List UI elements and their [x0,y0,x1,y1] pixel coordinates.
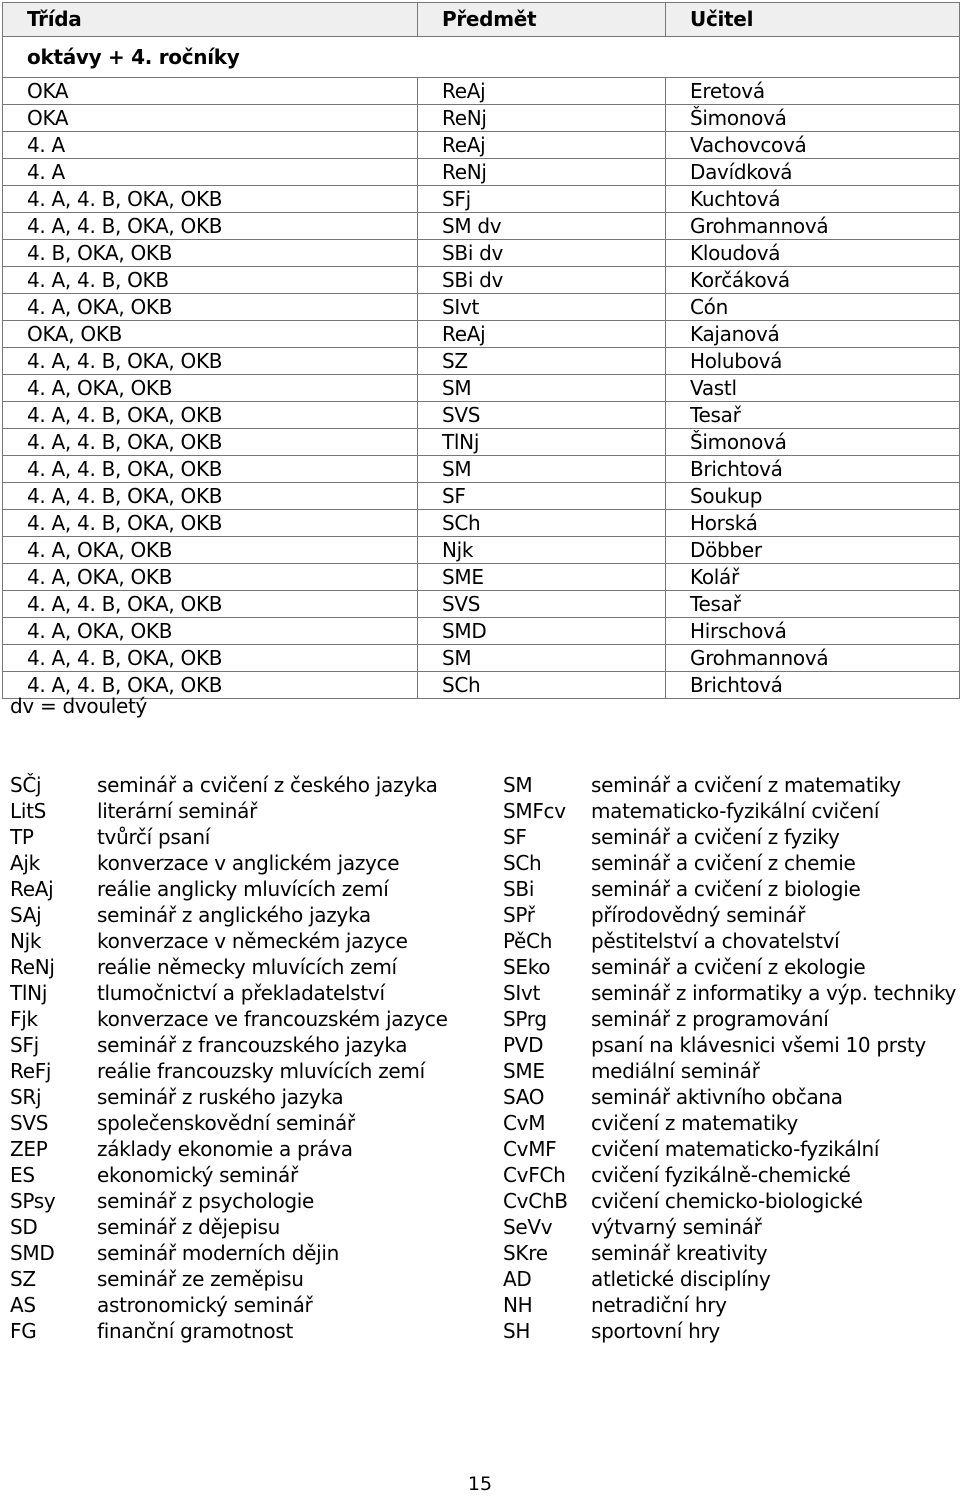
legend-item [10,1240,480,1266]
legend-item [503,1188,953,1214]
legend-description: konverzace v německém jazyce [97,929,408,953]
cell-teacher: Soukup [666,483,960,510]
cell-class: 4. A, 4. B, OKB [3,267,418,294]
legend-description: základy ekonomie a práva [97,1137,353,1161]
cell-subject: SM dv [418,213,666,240]
cell-teacher: Döbber [666,537,960,564]
schedule-table [2,2,960,699]
cell-class: 4. A, 4. B, OKA, OKB [3,483,418,510]
legend-description: atletické disciplíny [591,1267,771,1291]
legend-description: seminář z programování [591,1007,829,1031]
legend-description: cvičení matematicko-fyzikální [591,1137,880,1161]
table-row [3,240,960,267]
legend-item [503,1318,953,1344]
cell-teacher: Eretová [666,78,960,105]
cell-teacher: Vachovcová [666,132,960,159]
table-row [3,267,960,294]
legend-item [10,1084,480,1110]
cell-teacher: Tesař [666,402,960,429]
legend-item [503,1266,953,1292]
legend-description: společenskovědní seminář [97,1111,355,1135]
cell-teacher: Kolář [666,564,960,591]
header-teacher: Učitel [666,3,960,37]
cell-teacher: Kuchtová [666,186,960,213]
legend-abbreviation: SPř [503,903,535,927]
legend-description: seminář z dějepisu [97,1215,280,1239]
legend-abbreviation: TP [10,825,34,849]
legend-item [10,928,480,954]
cell-teacher: Tesař [666,591,960,618]
legend-description: finanční gramotnost [97,1319,293,1343]
page-number: 15 [467,1473,493,1495]
legend-description: konverzace ve francouzském jazyce [97,1007,448,1031]
cell-teacher: Holubová [666,348,960,375]
table-row [3,429,960,456]
legend-item [10,902,480,928]
legend-item [10,1110,480,1136]
cell-class: 4. A, 4. B, OKA, OKB [3,672,418,699]
legend-item [503,1136,953,1162]
legend-description: matematicko-fyzikální cvičení [591,799,880,823]
table-row [3,564,960,591]
cell-teacher: Grohmannová [666,213,960,240]
cell-subject: SVS [418,591,666,618]
legend-description: tvůrčí psaní [97,825,211,849]
cell-teacher: Šimonová [666,429,960,456]
cell-subject: SCh [418,510,666,537]
legend-description: konverzace v anglickém jazyce [97,851,400,875]
cell-class: 4. A, OKA, OKB [3,537,418,564]
legend-abbreviation: PěCh [503,929,553,953]
legend-description: seminář a cvičení z českého jazyka [97,773,438,797]
table-row [3,456,960,483]
legend-abbreviation: SKre [503,1241,548,1265]
legend-description: mediální seminář [591,1059,760,1083]
legend-item [503,1292,953,1318]
cell-subject: SM [418,375,666,402]
legend-item [503,954,953,980]
table-row [3,510,960,537]
cell-subject: ReAj [418,132,666,159]
table-row [3,159,960,186]
legend-description: seminář z ruského jazyka [97,1085,344,1109]
legend-description: pěstitelství a chovatelství [591,929,840,953]
cell-class: 4. A, 4. B, OKA, OKB [3,348,418,375]
cell-subject: SMD [418,618,666,645]
legend-abbreviation: SH [503,1319,531,1343]
table-body [3,78,960,699]
legend-abbreviation: SeVv [503,1215,553,1239]
legend-item [503,876,953,902]
legend-abbreviation: ZEP [10,1137,48,1161]
cell-subject: ReNj [418,105,666,132]
legend-abbreviation: SCh [503,851,542,875]
table-row [3,537,960,564]
cell-teacher: Davídková [666,159,960,186]
legend-abbreviation: SF [503,825,527,849]
legend-description: reálie anglicky mluvících zemí [97,877,389,901]
legend-abbreviation: PVD [503,1033,544,1057]
legend-item [503,1110,953,1136]
legend-item [503,1240,953,1266]
header-class: Třída [3,3,418,37]
cell-class: 4. B, OKA, OKB [3,240,418,267]
table-row [3,78,960,105]
legend-description: seminář ze zeměpisu [97,1267,304,1291]
table-row [3,294,960,321]
legend-item [10,798,480,824]
table-row [3,645,960,672]
legend-description: přírodovědný seminář [591,903,806,927]
legend-item [503,1214,953,1240]
cell-class: 4. A, 4. B, OKA, OKB [3,213,418,240]
cell-teacher: Šimonová [666,105,960,132]
legend-abbreviation: SM [503,773,533,797]
header-subject: Předmět [418,3,666,37]
legend-item [10,1318,480,1344]
legend-item [503,1006,953,1032]
legend-left [10,772,480,1344]
cell-teacher: Horská [666,510,960,537]
table-header [3,3,960,37]
legend-abbreviation: SBi [503,877,535,901]
legend-abbreviation: Ajk [10,851,40,875]
legend-description: seminář a cvičení z matematiky [591,773,901,797]
table-row [3,348,960,375]
legend-abbreviation: CvMF [503,1137,557,1161]
table-row [3,213,960,240]
legend-right [503,772,957,1344]
cell-subject: SFj [418,186,666,213]
legend-item [10,1136,480,1162]
section-title: oktávy + 4. ročníky [3,37,960,78]
cell-class: OKA, OKB [3,321,418,348]
legend-description: seminář kreativity [591,1241,768,1265]
legend-item [10,1162,480,1188]
legend-item [503,928,953,954]
cell-class: 4. A, 4. B, OKA, OKB [3,456,418,483]
cell-teacher: Brichtová [666,456,960,483]
cell-class: 4. A [3,159,418,186]
legend-abbreviation: ReAj [10,877,54,901]
legend-abbreviation: Fjk [10,1007,38,1031]
legend-description: reálie německy mluvících zemí [97,955,397,979]
table-row [3,402,960,429]
legend-abbreviation: SPsy [10,1189,56,1213]
cell-class: 4. A, 4. B, OKA, OKB [3,510,418,537]
cell-teacher: Brichtová [666,672,960,699]
legend-item [10,1058,480,1084]
table-row [3,483,960,510]
legend-item [10,1006,480,1032]
legend-abbreviation: CvM [503,1111,546,1135]
table-row [3,591,960,618]
legend-item [503,772,953,798]
legend-abbreviation: TlNj [10,981,48,1005]
legend-abbreviation: AD [503,1267,532,1291]
legend-abbreviation: SMFcv [503,799,566,823]
legend-item [10,954,480,980]
legend-item [503,1058,953,1084]
legend-description: tlumočnictví a překladatelství [97,981,385,1005]
legend-description: seminář a cvičení z fyziky [591,825,840,849]
cell-subject: SF [418,483,666,510]
legend-description: cvičení fyzikálně-chemické [591,1163,851,1187]
legend-description: seminář a cvičení z ekologie [591,955,866,979]
cell-class: 4. A, OKA, OKB [3,375,418,402]
legend-description: astronomický seminář [97,1293,313,1317]
legend-abbreviation: CvFCh [503,1163,566,1187]
legend-description: psaní na klávesnici všemi 10 prsty [591,1033,926,1057]
legend-item [10,1032,480,1058]
legend-item [10,850,480,876]
legend-item [10,980,480,1006]
legend-abbreviation: SČj [10,773,42,797]
legend-abbreviation: SME [503,1059,545,1083]
cell-subject: SM [418,645,666,672]
cell-subject: ReNj [418,159,666,186]
cell-subject: SCh [418,672,666,699]
cell-class: 4. A, 4. B, OKA, OKB [3,645,418,672]
legend-description: seminář z francouzského jazyka [97,1033,408,1057]
cell-class: 4. A, 4. B, OKA, OKB [3,429,418,456]
table-row [3,375,960,402]
cell-subject: Njk [418,537,666,564]
cell-subject: SM [418,456,666,483]
legend-abbreviation: SFj [10,1033,39,1057]
legend-description: seminář z anglického jazyka [97,903,371,927]
legend-item [10,1292,480,1318]
legend-description: netradiční hry [591,1293,727,1317]
cell-teacher: Cón [666,294,960,321]
legend-abbreviation: SIvt [503,981,541,1005]
cell-class: 4. A, OKA, OKB [3,618,418,645]
legend-abbreviation: SRj [10,1085,42,1109]
table-row [3,618,960,645]
legend-description: výtvarný seminář [591,1215,762,1239]
legend-abbreviation: ES [10,1163,35,1187]
section-row [3,37,960,78]
legend-abbreviation: Njk [10,929,42,953]
table-row [3,132,960,159]
legend-abbreviation: FG [10,1319,37,1343]
legend-item [10,876,480,902]
legend-item [10,1266,480,1292]
legend-item [10,772,480,798]
legend-abbreviation: SAj [10,903,42,927]
legend-description: seminář moderních dějin [97,1241,340,1265]
cell-class: 4. A, 4. B, OKA, OKB [3,591,418,618]
cell-subject: SBi dv [418,240,666,267]
legend-item [503,798,953,824]
legend-description: seminář z informatiky a výp. techniky [591,981,957,1005]
cell-teacher: Hirschová [666,618,960,645]
abbreviation-note: dv = dvouletý [10,694,148,718]
legend-description: seminář aktivního občana [591,1085,843,1109]
legend-abbreviation: SVS [10,1111,49,1135]
legend-item [503,1162,953,1188]
table-row [3,105,960,132]
legend-abbreviation: SAO [503,1085,545,1109]
cell-class: 4. A, 4. B, OKA, OKB [3,402,418,429]
cell-teacher: Korčáková [666,267,960,294]
cell-subject: SIvt [418,294,666,321]
cell-class: 4. A, OKA, OKB [3,564,418,591]
legend-description: seminář z psychologie [97,1189,315,1213]
cell-teacher: Kloudová [666,240,960,267]
cell-subject: ReAj [418,321,666,348]
legend-description: ekonomický seminář [97,1163,298,1187]
cell-subject: SZ [418,348,666,375]
legend-description: sportovní hry [591,1319,720,1343]
legend-item [503,850,953,876]
cell-subject: TlNj [418,429,666,456]
cell-teacher: Vastl [666,375,960,402]
legend-abbreviation: SZ [10,1267,36,1291]
cell-subject: SBi dv [418,267,666,294]
legend-abbreviation: SD [10,1215,38,1239]
cell-class: 4. A [3,132,418,159]
legend-abbreviation: NH [503,1293,533,1317]
legend-item [10,824,480,850]
legend-description: cvičení chemicko-biologické [591,1189,863,1213]
legend-item [10,1214,480,1240]
legend-description: seminář a cvičení z biologie [591,877,861,901]
legend-abbreviation: ReNj [10,955,55,979]
legend-abbreviation: SEko [503,955,551,979]
legend-abbreviation: SMD [10,1241,55,1265]
cell-subject: ReAj [418,78,666,105]
legend-item [503,824,953,850]
table-row [3,321,960,348]
cell-subject: SME [418,564,666,591]
legend-abbreviation: SPrg [503,1007,547,1031]
legend-item [10,1188,480,1214]
legend-item [503,1032,953,1058]
legend-description: seminář a cvičení z chemie [591,851,856,875]
legend-abbreviation: CvChB [503,1189,568,1213]
cell-subject: SVS [418,402,666,429]
legend-item [503,980,957,1006]
legend-description: literární seminář [97,799,258,823]
cell-class: OKA [3,78,418,105]
cell-teacher: Kajanová [666,321,960,348]
legend-abbreviation: ReFj [10,1059,52,1083]
legend-abbreviation: LitS [10,799,47,823]
cell-teacher: Grohmannová [666,645,960,672]
legend-description: reálie francouzsky mluvících zemí [97,1059,425,1083]
legend-abbreviation: AS [10,1293,36,1317]
legend-description: cvičení z matematiky [591,1111,798,1135]
cell-class: OKA [3,105,418,132]
cell-class: 4. A, OKA, OKB [3,294,418,321]
legend-item [503,1084,953,1110]
legend-item [503,902,953,928]
table-row [3,186,960,213]
cell-class: 4. A, 4. B, OKA, OKB [3,186,418,213]
